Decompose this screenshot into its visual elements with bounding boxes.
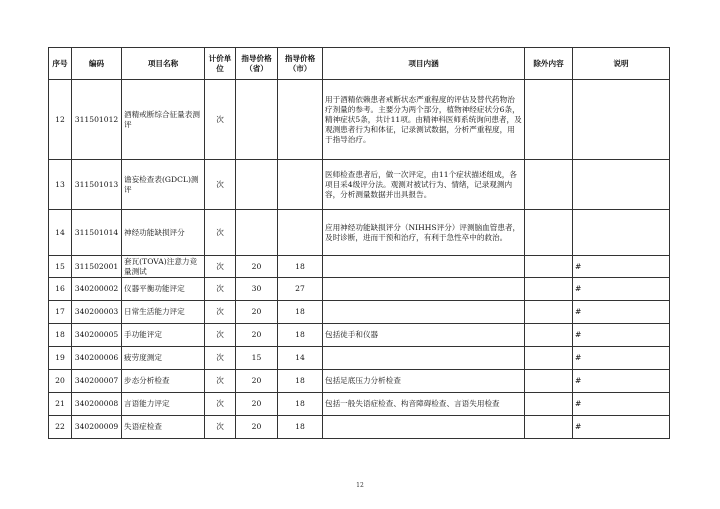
row-content: 应用神经功能缺损评分（NIHHS评分）评测脑血管患者，及时诊断，进而干预和治疗，有利于急性卒中的救治。 xyxy=(323,210,525,256)
row-note xyxy=(573,160,670,210)
row-price-province xyxy=(236,80,278,160)
row-price-city xyxy=(278,80,323,160)
header-note: 说明 xyxy=(573,48,670,80)
table-row xyxy=(49,324,670,347)
row-price-province xyxy=(236,210,278,256)
table-row xyxy=(49,301,670,324)
row-name: 疲劳度测定 xyxy=(122,347,205,370)
row-no: 15 xyxy=(49,256,72,278)
row-excluded xyxy=(525,256,573,278)
header-no: 序号 xyxy=(49,48,72,80)
row-price-city: 18 xyxy=(278,393,323,416)
row-price-city: 18 xyxy=(278,416,323,439)
row-no: 22 xyxy=(49,416,72,439)
row-price-city: 27 xyxy=(278,278,323,301)
row-no: 13 xyxy=(49,160,72,210)
header-code: 编码 xyxy=(72,48,122,80)
row-price-city: 18 xyxy=(278,370,323,393)
row-code: 311501013 xyxy=(72,160,122,210)
row-code: 311501012 xyxy=(72,80,122,160)
row-no: 17 xyxy=(49,301,72,324)
row-price-province xyxy=(236,160,278,210)
row-unit: 次 xyxy=(205,347,236,370)
row-note xyxy=(573,210,670,256)
header-excluded: 除外内容 xyxy=(525,48,573,80)
row-content xyxy=(323,301,525,324)
row-content xyxy=(323,256,525,278)
row-name: 言语能力评定 xyxy=(122,393,205,416)
row-price-city: 18 xyxy=(278,256,323,278)
header-name: 项目名称 xyxy=(122,48,205,80)
table-row xyxy=(49,393,670,416)
row-unit: 次 xyxy=(205,301,236,324)
table-row xyxy=(49,80,670,160)
row-code: 340200003 xyxy=(72,301,122,324)
row-note: # xyxy=(573,278,670,301)
row-code: 340200006 xyxy=(72,347,122,370)
page-number: 12 xyxy=(356,482,364,489)
row-code: 311501014 xyxy=(72,210,122,256)
row-code: 311502001 xyxy=(72,256,122,278)
row-note xyxy=(573,80,670,160)
row-price-province: 20 xyxy=(236,256,278,278)
row-name: 手功能评定 xyxy=(122,324,205,347)
row-note: # xyxy=(573,393,670,416)
row-content: 包括足底压力分析检查 xyxy=(323,370,525,393)
header-price-province: 指导价格（省） xyxy=(236,48,278,80)
row-name: 步态分析检查 xyxy=(122,370,205,393)
row-price-province: 30 xyxy=(236,278,278,301)
row-note: # xyxy=(573,370,670,393)
row-no: 21 xyxy=(49,393,72,416)
row-no: 16 xyxy=(49,278,72,301)
table-row xyxy=(49,416,670,439)
row-code: 340200005 xyxy=(72,324,122,347)
row-content xyxy=(323,347,525,370)
row-code: 340200008 xyxy=(72,393,122,416)
row-note: # xyxy=(573,416,670,439)
row-name: 神经功能缺损评分 xyxy=(122,210,205,256)
row-note: # xyxy=(573,301,670,324)
row-unit: 次 xyxy=(205,210,236,256)
row-price-city xyxy=(278,210,323,256)
table-row xyxy=(49,278,670,301)
row-unit: 次 xyxy=(205,393,236,416)
row-name: 失语症检查 xyxy=(122,416,205,439)
row-name: 酒精戒断综合征量表测评 xyxy=(122,80,205,160)
row-price-province: 15 xyxy=(236,347,278,370)
row-price-city: 18 xyxy=(278,324,323,347)
row-name: 日常生活能力评定 xyxy=(122,301,205,324)
row-content: 包括一般失语症检查、构音障碍检查、言语失用检查 xyxy=(323,393,525,416)
row-note: # xyxy=(573,256,670,278)
header-row xyxy=(49,48,670,80)
row-content: 医师检查患者后，做一次评定，由11个症状描述组成，各项目采4级评分法。观测对被试行为、情绪，记录观测内容，分析测量数据并出具报告。 xyxy=(323,160,525,210)
row-no: 20 xyxy=(49,370,72,393)
row-no: 19 xyxy=(49,347,72,370)
row-price-province: 20 xyxy=(236,301,278,324)
table-row xyxy=(49,160,670,210)
row-name: 套瓦(TOVA)注意力竞量测试 xyxy=(122,256,205,278)
row-content: 包括徒手和仪器 xyxy=(323,324,525,347)
header-price-city: 指导价格（市） xyxy=(278,48,323,80)
row-unit: 次 xyxy=(205,278,236,301)
header-content: 项目内涵 xyxy=(323,48,525,80)
row-excluded xyxy=(525,80,573,160)
table-row xyxy=(49,370,670,393)
row-content xyxy=(323,278,525,301)
row-excluded xyxy=(525,416,573,439)
row-price-province: 20 xyxy=(236,416,278,439)
row-unit: 次 xyxy=(205,324,236,347)
row-price-province: 20 xyxy=(236,393,278,416)
row-unit: 次 xyxy=(205,160,236,210)
table-row xyxy=(49,347,670,370)
row-price-city: 14 xyxy=(278,347,323,370)
row-excluded xyxy=(525,210,573,256)
row-excluded xyxy=(525,370,573,393)
row-name: 仪器平衡功能评定 xyxy=(122,278,205,301)
row-unit: 次 xyxy=(205,80,236,160)
row-unit: 次 xyxy=(205,256,236,278)
fee-table xyxy=(48,47,670,439)
row-excluded xyxy=(525,160,573,210)
row-price-province: 20 xyxy=(236,370,278,393)
row-excluded xyxy=(525,393,573,416)
row-code: 340200002 xyxy=(72,278,122,301)
row-excluded xyxy=(525,324,573,347)
row-no: 12 xyxy=(49,80,72,160)
row-excluded xyxy=(525,301,573,324)
row-code: 340200009 xyxy=(72,416,122,439)
row-code: 340200007 xyxy=(72,370,122,393)
table-row xyxy=(49,210,670,256)
row-price-city: 18 xyxy=(278,301,323,324)
row-unit: 次 xyxy=(205,370,236,393)
row-no: 18 xyxy=(49,324,72,347)
row-note: # xyxy=(573,347,670,370)
row-price-province: 20 xyxy=(236,324,278,347)
row-content: 用于酒精依赖患者戒断状态严重程度的评估及替代药物治疗剂量的参考。主要分为两个部分，植物神经症状分6条，精神症状5条，共计11项。由精神科医师系统询问患者，及观测患者行为和体征，记录测试数据，分析严重程度，用于指导治疗。 xyxy=(323,80,525,160)
table-row xyxy=(49,256,670,278)
row-unit: 次 xyxy=(205,416,236,439)
row-price-city xyxy=(278,160,323,210)
row-no: 14 xyxy=(49,210,72,256)
row-excluded xyxy=(525,347,573,370)
row-content xyxy=(323,416,525,439)
row-name: 谵妄检查表(GDCL)测评 xyxy=(122,160,205,210)
row-note: # xyxy=(573,324,670,347)
header-unit: 计价单位 xyxy=(205,48,236,80)
row-excluded xyxy=(525,278,573,301)
